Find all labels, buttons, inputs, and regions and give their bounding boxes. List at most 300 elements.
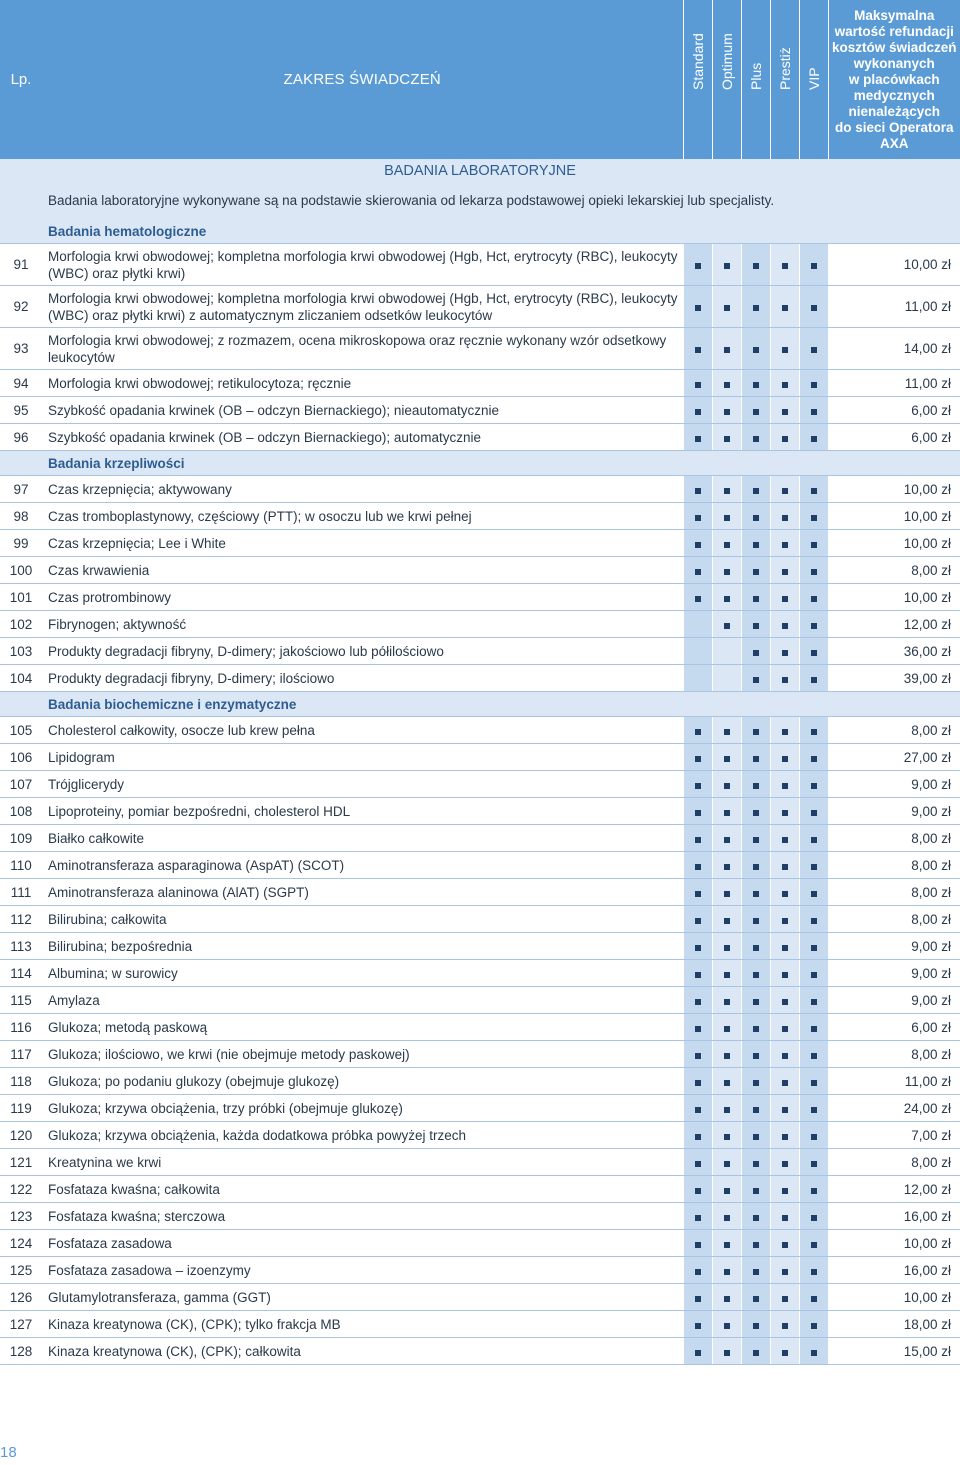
included-mark — [695, 382, 701, 388]
package-cell-optimum — [712, 397, 741, 424]
included-mark — [695, 810, 701, 816]
included-mark — [695, 891, 701, 897]
max-refund-value: 39,00 zł — [828, 665, 960, 692]
included-mark — [782, 1107, 788, 1113]
included-mark — [724, 1053, 730, 1059]
max-refund-value: 8,00 zł — [828, 879, 960, 906]
service-description: Cholesterol całkowity, osocze lub krew pełna — [42, 717, 683, 744]
included-mark — [724, 837, 730, 843]
max-refund-value: 15,00 zł — [828, 1338, 960, 1365]
included-mark — [811, 436, 817, 442]
package-cell-optimum — [712, 1095, 741, 1122]
included-mark — [724, 1188, 730, 1194]
included-mark — [782, 1215, 788, 1221]
package-cell-vip — [799, 1095, 828, 1122]
package-cell-prestiz — [770, 771, 799, 798]
package-cell-plus — [741, 1149, 770, 1176]
package-cell-plus — [741, 1203, 770, 1230]
included-mark — [724, 999, 730, 1005]
service-description: Fosfataza kwaśna; całkowita — [42, 1176, 683, 1203]
included-mark — [782, 347, 788, 353]
max-refund-value: 18,00 zł — [828, 1311, 960, 1338]
table-row — [0, 933, 960, 960]
package-cell-vip — [799, 476, 828, 503]
package-cell-standard — [683, 665, 712, 692]
max-refund-value: 11,00 zł — [828, 286, 960, 328]
package-cell-standard — [683, 1095, 712, 1122]
row-number: 115 — [0, 987, 42, 1014]
column-header-plus: Plus — [741, 0, 770, 159]
package-cell-optimum — [712, 771, 741, 798]
package-cell-vip — [799, 1338, 828, 1365]
included-mark — [724, 1161, 730, 1167]
package-cell-standard — [683, 244, 712, 286]
table-row — [0, 906, 960, 933]
package-cell-vip — [799, 987, 828, 1014]
included-mark — [753, 1350, 759, 1356]
package-cell-plus — [741, 530, 770, 557]
included-mark — [695, 918, 701, 924]
row-number: 118 — [0, 1068, 42, 1095]
table-row — [0, 611, 960, 638]
included-mark — [753, 305, 759, 311]
row-number: 127 — [0, 1311, 42, 1338]
package-cell-standard — [683, 1068, 712, 1095]
package-cell-prestiz — [770, 1068, 799, 1095]
included-mark — [724, 1242, 730, 1248]
row-number: 119 — [0, 1095, 42, 1122]
max-refund-value: 10,00 zł — [828, 244, 960, 286]
row-number: 99 — [0, 530, 42, 557]
included-mark — [782, 756, 788, 762]
package-cell-standard — [683, 476, 712, 503]
max-refund-value: 11,00 zł — [828, 1068, 960, 1095]
included-mark — [782, 1161, 788, 1167]
included-mark — [782, 305, 788, 311]
table-header — [0, 0, 960, 159]
max-refund-value: 8,00 zł — [828, 1041, 960, 1068]
max-refund-value: 10,00 zł — [828, 584, 960, 611]
included-mark — [782, 515, 788, 521]
table-row — [0, 1338, 960, 1365]
included-mark — [695, 569, 701, 575]
package-cell-standard — [683, 960, 712, 987]
subsection-title: Badania hematologiczne — [42, 219, 960, 244]
package-cell-optimum — [712, 1338, 741, 1365]
max-refund-value: 36,00 zł — [828, 638, 960, 665]
package-cell-optimum — [712, 370, 741, 397]
included-mark — [753, 1188, 759, 1194]
package-cell-prestiz — [770, 611, 799, 638]
included-mark — [753, 677, 759, 683]
service-description: Morfologia krwi obwodowej; kompletna morfologia krwi obwodowej (Hgb, Hct, erytrocyty (RBC), leukocyty (WBC) oraz płytki krwi) z automatycznym zliczaniem odsetków leukocytów — [42, 286, 683, 328]
package-cell-standard — [683, 1311, 712, 1338]
included-mark — [811, 972, 817, 978]
included-mark — [724, 305, 730, 311]
package-cell-optimum — [712, 906, 741, 933]
included-mark — [782, 488, 788, 494]
service-description: Fosfataza zasadowa – izoenzymy — [42, 1257, 683, 1284]
included-mark — [811, 918, 817, 924]
table-row — [0, 987, 960, 1014]
row-number: 113 — [0, 933, 42, 960]
package-cell-prestiz — [770, 1257, 799, 1284]
package-cell-plus — [741, 244, 770, 286]
package-cell-prestiz — [770, 879, 799, 906]
package-cell-standard — [683, 798, 712, 825]
package-cell-optimum — [712, 717, 741, 744]
package-cell-optimum — [712, 1014, 741, 1041]
row-number: 116 — [0, 1014, 42, 1041]
package-cell-vip — [799, 665, 828, 692]
package-cell-prestiz — [770, 1095, 799, 1122]
row-number: 94 — [0, 370, 42, 397]
included-mark — [724, 1296, 730, 1302]
included-mark — [753, 729, 759, 735]
package-cell-vip — [799, 503, 828, 530]
package-cell-vip — [799, 638, 828, 665]
included-mark — [811, 999, 817, 1005]
package-cell-plus — [741, 370, 770, 397]
included-mark — [811, 677, 817, 683]
table-row — [0, 744, 960, 771]
package-cell-prestiz — [770, 987, 799, 1014]
max-refund-value: 8,00 zł — [828, 852, 960, 879]
max-refund-value: 11,00 zł — [828, 370, 960, 397]
included-mark — [811, 729, 817, 735]
service-description: Szybkość opadania krwinek (OB – odczyn Biernackiego); nieautomatycznie — [42, 397, 683, 424]
included-mark — [695, 1215, 701, 1221]
max-refund-value: 8,00 zł — [828, 825, 960, 852]
package-cell-vip — [799, 397, 828, 424]
included-mark — [811, 837, 817, 843]
package-cell-optimum — [712, 1203, 741, 1230]
table-row — [0, 852, 960, 879]
package-cell-plus — [741, 1041, 770, 1068]
table-row — [0, 825, 960, 852]
package-cell-optimum — [712, 1257, 741, 1284]
package-cell-vip — [799, 825, 828, 852]
package-cell-vip — [799, 933, 828, 960]
package-cell-prestiz — [770, 825, 799, 852]
included-mark — [695, 305, 701, 311]
table-row — [0, 798, 960, 825]
package-cell-prestiz — [770, 557, 799, 584]
included-mark — [782, 596, 788, 602]
table-row — [0, 771, 960, 798]
max-refund-value: 10,00 zł — [828, 530, 960, 557]
included-mark — [811, 515, 817, 521]
max-refund-value: 24,00 zł — [828, 1095, 960, 1122]
included-mark — [724, 1323, 730, 1329]
included-mark — [724, 382, 730, 388]
row-number: 108 — [0, 798, 42, 825]
max-refund-value: 10,00 zł — [828, 1230, 960, 1257]
included-mark — [753, 382, 759, 388]
package-cell-plus — [741, 1122, 770, 1149]
included-mark — [724, 729, 730, 735]
package-cell-plus — [741, 906, 770, 933]
package-cell-vip — [799, 1122, 828, 1149]
included-mark — [753, 650, 759, 656]
service-description: Morfologia krwi obwodowej; z rozmazem, ocena mikroskopowa oraz ręcznie wykonany wzór odsetkowy leukocytów — [42, 328, 683, 370]
note-row — [0, 183, 960, 219]
package-cell-vip — [799, 1149, 828, 1176]
service-description: Amylaza — [42, 987, 683, 1014]
subsection-lp — [0, 692, 42, 717]
included-mark — [753, 1242, 759, 1248]
service-description: Morfologia krwi obwodowej; kompletna morfologia krwi obwodowej (Hgb, Hct, erytrocyty (RBC), leukocyty (WBC) oraz płytki krwi) — [42, 244, 683, 286]
package-cell-prestiz — [770, 1203, 799, 1230]
included-mark — [782, 650, 788, 656]
package-cell-standard — [683, 424, 712, 451]
row-number: 102 — [0, 611, 42, 638]
service-description: Czas krzepnięcia; aktywowany — [42, 476, 683, 503]
included-mark — [753, 347, 759, 353]
package-cell-vip — [799, 286, 828, 328]
included-mark — [724, 542, 730, 548]
included-mark — [753, 864, 759, 870]
service-description: Aminotransferaza asparaginowa (AspAT) (SCOT) — [42, 852, 683, 879]
included-mark — [724, 515, 730, 521]
included-mark — [811, 623, 817, 629]
package-cell-prestiz — [770, 798, 799, 825]
included-mark — [724, 1269, 730, 1275]
included-mark — [753, 1161, 759, 1167]
included-mark — [695, 515, 701, 521]
included-mark — [811, 263, 817, 269]
section-title: BADANIA LABORATORYJNE — [0, 159, 960, 183]
package-cell-optimum — [712, 244, 741, 286]
package-cell-optimum — [712, 1122, 741, 1149]
package-cell-standard — [683, 987, 712, 1014]
section-title-row — [0, 159, 960, 183]
table-row — [0, 584, 960, 611]
column-header-vip: VIP — [799, 0, 828, 159]
package-cell-optimum — [712, 960, 741, 987]
included-mark — [695, 1269, 701, 1275]
package-cell-vip — [799, 960, 828, 987]
included-mark — [695, 347, 701, 353]
package-cell-optimum — [712, 557, 741, 584]
package-cell-vip — [799, 1041, 828, 1068]
subsection-row — [0, 692, 960, 717]
package-cell-prestiz — [770, 584, 799, 611]
included-mark — [782, 891, 788, 897]
package-cell-vip — [799, 1257, 828, 1284]
max-refund-value: 6,00 zł — [828, 424, 960, 451]
included-mark — [782, 729, 788, 735]
included-mark — [811, 347, 817, 353]
service-description: Trójglicerydy — [42, 771, 683, 798]
package-cell-plus — [741, 397, 770, 424]
included-mark — [724, 1134, 730, 1140]
included-mark — [811, 650, 817, 656]
row-number: 128 — [0, 1338, 42, 1365]
table-row — [0, 1068, 960, 1095]
service-description: Produkty degradacji fibryny, D-dimery; jakościowo lub półilościowo — [42, 638, 683, 665]
package-cell-plus — [741, 960, 770, 987]
included-mark — [811, 1161, 817, 1167]
included-mark — [811, 1350, 817, 1356]
included-mark — [724, 756, 730, 762]
package-cell-plus — [741, 611, 770, 638]
package-cell-standard — [683, 1176, 712, 1203]
included-mark — [724, 1350, 730, 1356]
package-cell-optimum — [712, 286, 741, 328]
included-mark — [782, 263, 788, 269]
package-cell-standard — [683, 503, 712, 530]
max-refund-value: 9,00 zł — [828, 798, 960, 825]
included-mark — [811, 1053, 817, 1059]
included-mark — [811, 1026, 817, 1032]
column-header-prestiz: Prestiż — [770, 0, 799, 159]
included-mark — [811, 1269, 817, 1275]
package-cell-standard — [683, 879, 712, 906]
included-mark — [724, 918, 730, 924]
included-mark — [811, 945, 817, 951]
package-cell-prestiz — [770, 1014, 799, 1041]
package-cell-optimum — [712, 476, 741, 503]
package-cell-plus — [741, 798, 770, 825]
included-mark — [811, 864, 817, 870]
package-cell-standard — [683, 1338, 712, 1365]
table-row — [0, 530, 960, 557]
package-cell-vip — [799, 717, 828, 744]
included-mark — [811, 1107, 817, 1113]
included-mark — [782, 1296, 788, 1302]
package-cell-vip — [799, 1311, 828, 1338]
table-row — [0, 328, 960, 370]
table-row — [0, 424, 960, 451]
included-mark — [811, 1296, 817, 1302]
included-mark — [782, 864, 788, 870]
included-mark — [782, 1053, 788, 1059]
included-mark — [782, 382, 788, 388]
included-mark — [724, 1107, 730, 1113]
row-number: 93 — [0, 328, 42, 370]
package-cell-standard — [683, 717, 712, 744]
package-cell-optimum — [712, 638, 741, 665]
service-description: Lipidogram — [42, 744, 683, 771]
package-cell-prestiz — [770, 286, 799, 328]
included-mark — [695, 783, 701, 789]
package-cell-vip — [799, 1176, 828, 1203]
included-mark — [724, 596, 730, 602]
included-mark — [811, 756, 817, 762]
row-number: 121 — [0, 1149, 42, 1176]
service-description: Glukoza; krzywa obciążenia, każda dodatkowa próbka powyżej trzech — [42, 1122, 683, 1149]
included-mark — [782, 569, 788, 575]
service-description: Fosfataza kwaśna; sterczowa — [42, 1203, 683, 1230]
row-number: 103 — [0, 638, 42, 665]
package-cell-vip — [799, 744, 828, 771]
included-mark — [695, 945, 701, 951]
included-mark — [724, 347, 730, 353]
included-mark — [811, 1188, 817, 1194]
included-mark — [695, 972, 701, 978]
table-row — [0, 244, 960, 286]
included-mark — [724, 1215, 730, 1221]
included-mark — [695, 1323, 701, 1329]
package-cell-standard — [683, 530, 712, 557]
included-mark — [724, 409, 730, 415]
table-row — [0, 1311, 960, 1338]
service-description: Czas tromboplastynowy, częściowy (PTT); w osoczu lub we krwi pełnej — [42, 503, 683, 530]
package-cell-optimum — [712, 1176, 741, 1203]
included-mark — [753, 488, 759, 494]
included-mark — [782, 1080, 788, 1086]
table-row — [0, 717, 960, 744]
package-cell-vip — [799, 798, 828, 825]
service-description: Białko całkowite — [42, 825, 683, 852]
table-row — [0, 1095, 960, 1122]
subsection-title: Badania biochemiczne i enzymatyczne — [42, 692, 960, 717]
included-mark — [782, 1242, 788, 1248]
included-mark — [695, 1134, 701, 1140]
included-mark — [695, 1296, 701, 1302]
package-cell-optimum — [712, 744, 741, 771]
package-cell-prestiz — [770, 1284, 799, 1311]
row-number: 123 — [0, 1203, 42, 1230]
included-mark — [753, 810, 759, 816]
note-text: Badania laboratoryjne wykonywane są na podstawie skierowania od lekarza podstawowej opieki lekarskiej lub specjalisty. — [42, 183, 960, 219]
package-cell-vip — [799, 328, 828, 370]
included-mark — [753, 1134, 759, 1140]
included-mark — [782, 623, 788, 629]
included-mark — [753, 891, 759, 897]
package-cell-prestiz — [770, 717, 799, 744]
max-refund-value: 9,00 zł — [828, 771, 960, 798]
row-number: 117 — [0, 1041, 42, 1068]
row-number: 92 — [0, 286, 42, 328]
service-description: Kinaza kreatynowa (CK), (CPK); całkowita — [42, 1338, 683, 1365]
included-mark — [695, 436, 701, 442]
row-number: 95 — [0, 397, 42, 424]
included-mark — [782, 918, 788, 924]
package-cell-standard — [683, 328, 712, 370]
included-mark — [782, 837, 788, 843]
included-mark — [811, 1134, 817, 1140]
package-cell-standard — [683, 1257, 712, 1284]
package-cell-prestiz — [770, 906, 799, 933]
included-mark — [811, 783, 817, 789]
row-number: 98 — [0, 503, 42, 530]
package-cell-plus — [741, 1284, 770, 1311]
package-cell-optimum — [712, 879, 741, 906]
package-cell-optimum — [712, 933, 741, 960]
included-mark — [753, 1269, 759, 1275]
table-row — [0, 879, 960, 906]
subsection-row — [0, 219, 960, 244]
included-mark — [724, 569, 730, 575]
package-cell-plus — [741, 476, 770, 503]
package-cell-optimum — [712, 825, 741, 852]
included-mark — [811, 382, 817, 388]
package-cell-optimum — [712, 1311, 741, 1338]
package-cell-prestiz — [770, 1230, 799, 1257]
row-number: 120 — [0, 1122, 42, 1149]
column-header-lp: Lp. — [0, 0, 42, 159]
included-mark — [782, 436, 788, 442]
service-description: Czas krwawienia — [42, 557, 683, 584]
included-mark — [753, 756, 759, 762]
included-mark — [724, 945, 730, 951]
package-cell-standard — [683, 744, 712, 771]
included-mark — [811, 569, 817, 575]
package-cell-prestiz — [770, 244, 799, 286]
package-cell-optimum — [712, 424, 741, 451]
